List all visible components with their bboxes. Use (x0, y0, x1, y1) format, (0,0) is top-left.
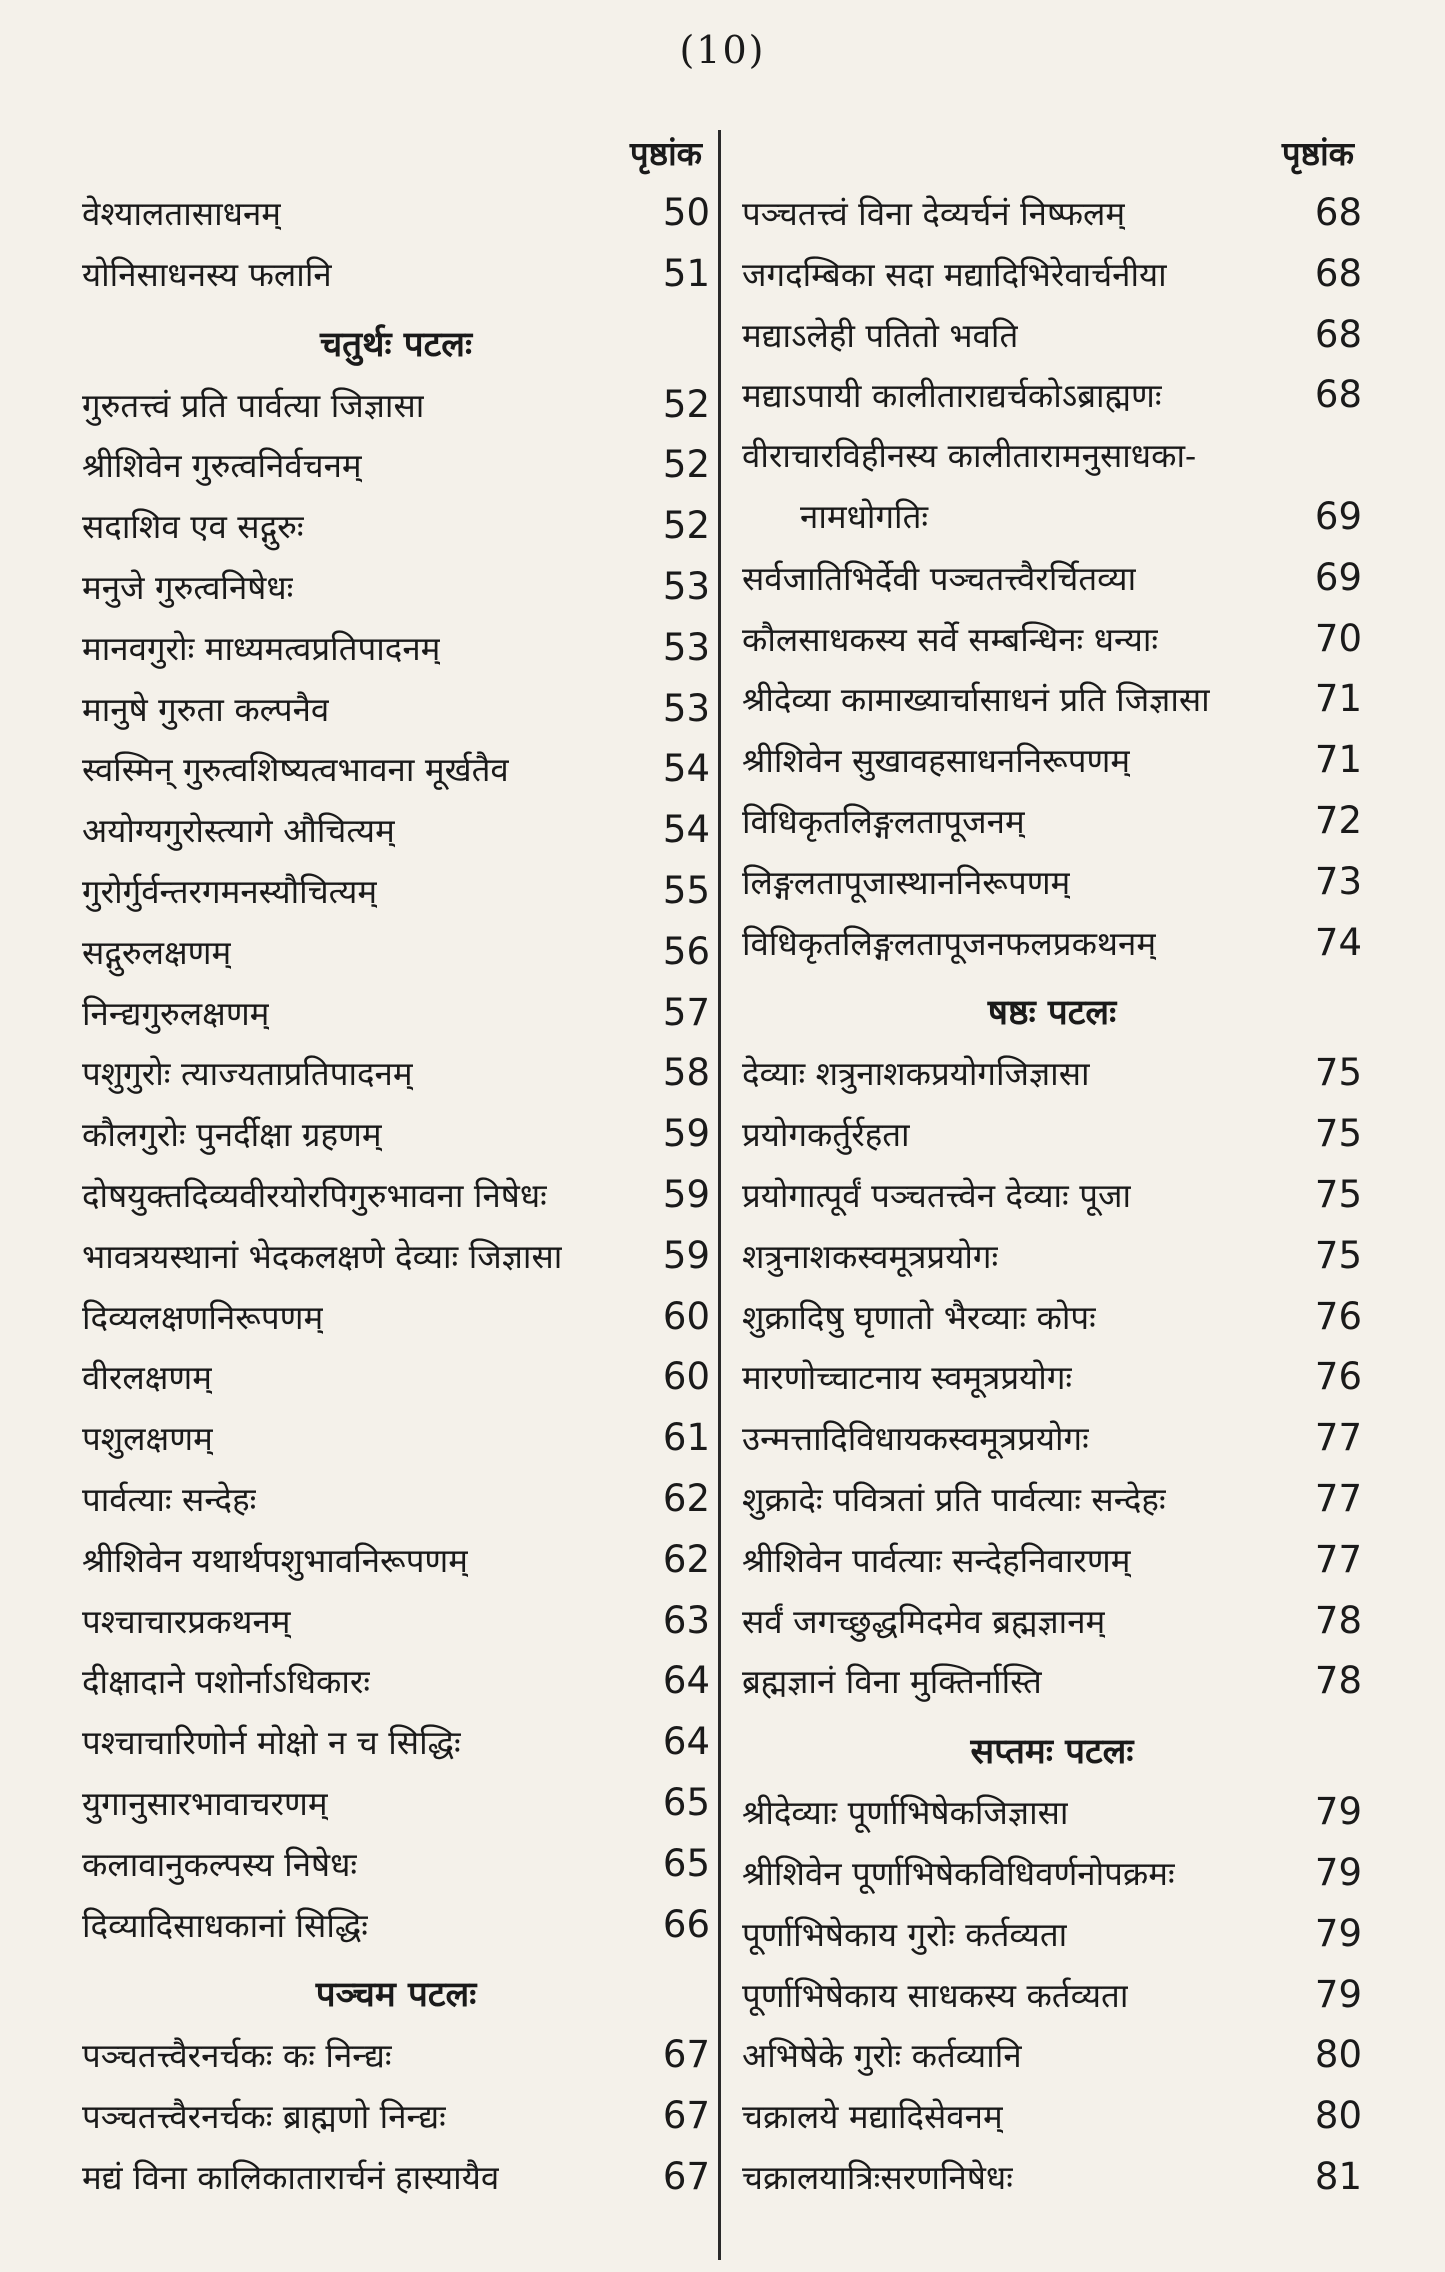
toc-entry (82, 1226, 710, 1287)
toc-entry-title (742, 426, 1196, 548)
toc-entry (742, 1287, 1362, 1348)
toc-entry (742, 1469, 1362, 1530)
toc-entry-page: 60 (662, 1355, 710, 1399)
toc-entry-title: स्वस्मिन् गुरुत्वशिष्यत्वभावना मूर्खतैव (82, 750, 509, 790)
toc-entry (82, 1773, 710, 1834)
toc-right-column (742, 125, 1362, 2208)
toc-entry-title: देव्याः शत्रुनाशकप्रयोगजिज्ञासा (742, 1054, 1090, 1094)
toc-entry-page: 58 (662, 1051, 710, 1095)
column-divider (718, 130, 721, 2260)
toc-entry-page: 67 (662, 2094, 710, 2138)
toc-entry (82, 1834, 710, 1895)
toc-entry (82, 1895, 710, 1956)
toc-entry-title: ब्रह्मज्ञानं विना मुक्तिर्नास्ति (742, 1662, 1042, 1702)
toc-entry-page: 62 (662, 1537, 710, 1581)
toc-entry-title: सदाशिव एव सद्गुरुः (82, 507, 304, 547)
toc-entry-title: मानुषे गुरुता कल्पनैव (82, 689, 330, 729)
toc-entry-page: 69 (1314, 555, 1362, 599)
toc-entry-page: 52 (662, 382, 710, 426)
toc-entry-title: मानवगुरोः माध्यमत्वप्रतिपादनम् (82, 628, 441, 668)
toc-entry (742, 1591, 1362, 1652)
toc-entry (742, 791, 1362, 852)
toc-entry-page: 79 (1314, 1790, 1362, 1834)
toc-entry (742, 1843, 1362, 1904)
toc-entry-page: 57 (662, 990, 710, 1034)
toc-entry-title: विधिकृतलिङ्गलतापूजनम् (742, 801, 1025, 841)
toc-entry-title: उन्मत्तादिविधायकस्वमूत्रप्रयोगः (742, 1419, 1089, 1459)
toc-entry-title: शुक्रादिषु घृणातो भैरव्याः कोपः (742, 1297, 1096, 1337)
toc-entry-title: पञ्चतत्त्वैरनर्चकः ब्राह्मणो निन्द्यः (82, 2097, 446, 2137)
toc-entry (82, 1651, 710, 1712)
toc-entry-title: श्रीदेव्याः पूर्णाभिषेकजिज्ञासा (742, 1793, 1069, 1833)
toc-entry-page: 68 (1314, 373, 1362, 417)
toc-entry-page: 69 (1314, 494, 1362, 538)
toc-entry (742, 365, 1362, 426)
toc-entry-title-line1: वीराचारविहीनस्य कालीतारामनुसाधका- (742, 436, 1197, 476)
toc-entry-title-line2: नामधोगतिः (800, 496, 929, 536)
toc-entry (742, 183, 1362, 244)
toc-entry-page: 67 (662, 2033, 710, 2077)
page-column-header: पृष्ठांक (1281, 134, 1354, 173)
toc-entry-title: पार्वत्याः सन्देहः (82, 1479, 257, 1519)
toc-entry (742, 1347, 1362, 1408)
toc-entry-page: 59 (662, 1233, 710, 1277)
page-column-header: पृष्ठांक (629, 134, 702, 173)
toc-entry (742, 305, 1362, 366)
toc-entry-page: 56 (662, 929, 710, 973)
toc-entry (82, 2147, 710, 2208)
toc-entry (82, 1712, 710, 1773)
toc-entry-title: श्रीशिवेन पार्वत्याः सन्देहनिवारणम् (742, 1540, 1131, 1580)
toc-entry-page: 77 (1314, 1416, 1362, 1460)
toc-entry-title: श्रीशिवेन गुरुत्वनिर्वचनम् (82, 446, 362, 486)
toc-entry-page: 63 (662, 1598, 710, 1642)
toc-entry-title: दीक्षादाने पशोर्नाऽधिकारः (82, 1662, 371, 1702)
toc-entry-title: दोषयुक्तदिव्यवीरयोरपिगुरुभावना निषेधः (82, 1175, 547, 1215)
toc-entry (742, 2025, 1362, 2086)
toc-entry-title: कौलगुरोः पुनर्दीक्षा ग्रहणम् (82, 1115, 382, 1155)
toc-entry (82, 1408, 710, 1469)
toc-entry-page: 76 (1314, 1355, 1362, 1399)
toc-entry-page: 68 (1314, 251, 1362, 295)
toc-entry-title: कौलसाधकस्य सर्वे सम्बन्धिनः धन्याः (742, 619, 1159, 659)
toc-entry-page: 64 (662, 1659, 710, 1703)
toc-entry (82, 2086, 710, 2147)
toc-entry (82, 1530, 710, 1591)
toc-entry (742, 1226, 1362, 1287)
toc-entry-page: 53 (662, 686, 710, 730)
toc-entry-page: 65 (662, 1841, 710, 1885)
toc-entry-page: 66 (662, 1902, 710, 1946)
toc-entry-title: दिव्यादिसाधकानां सिद्धिः (82, 1905, 368, 1945)
toc-entry (82, 1469, 710, 1530)
toc-entry-title: प्रयोगकर्तुर्रहता (742, 1115, 910, 1155)
toc-entry-title: पञ्चतत्त्वं विना देव्यर्चनं निष्फलम् (742, 194, 1126, 233)
toc-entry-title: शुक्रादेः पवित्रतां प्रति पार्वत्याः सन्देहः (742, 1479, 1166, 1519)
toc-entry-title: मद्याऽपायी कालीताराद्यर्चकोऽब्राह्मणः (742, 376, 1162, 416)
toc-entry-page: 64 (662, 1720, 710, 1764)
toc-entry-page: 71 (1314, 677, 1362, 721)
toc-entry-title: योनिसाधनस्य फलानि (82, 254, 332, 294)
toc-entry (742, 426, 1362, 548)
toc-entry-page: 54 (662, 747, 710, 791)
toc-entry (82, 861, 710, 922)
toc-entry-title: गुरोर्गुर्वन्तरगमनस्यौचित्यम् (82, 871, 378, 911)
toc-entry (82, 922, 710, 983)
toc-entry-page: 60 (662, 1294, 710, 1338)
toc-entry-page: 71 (1314, 738, 1362, 782)
toc-entry-title: गुरुतत्त्वं प्रति पार्वत्या जिज्ञासा (82, 385, 425, 425)
toc-entry-page: 61 (662, 1416, 710, 1460)
toc-entry (82, 618, 710, 679)
toc-entry-page: 50 (662, 191, 710, 234)
section-heading: पञ्चम पटलः (315, 1974, 477, 2016)
toc-entry (742, 2086, 1362, 2147)
toc-entry (742, 2147, 1362, 2208)
toc-entry-title: अभिषेके गुरोः कर्तव्यानि (742, 2036, 1022, 2076)
section-heading: षष्ठः पटलः (987, 992, 1117, 1034)
section-heading: सप्तमः पटलः (970, 1731, 1134, 1773)
toc-entry-title: सद्गुरुलक्षणम् (82, 932, 232, 972)
toc-entry-page: 55 (662, 868, 710, 912)
toc-entry (742, 913, 1362, 974)
toc-entry-page: 70 (1314, 616, 1362, 660)
toc-entry (82, 800, 710, 861)
toc-entry-title: चक्रालये मद्यादिसेवनम् (742, 2097, 1003, 2137)
toc-entry-title: विधिकृतलिङ्गलतापूजनफलप्रकथनम् (742, 923, 1157, 963)
toc-entry (82, 496, 710, 557)
toc-entry-page: 77 (1314, 1537, 1362, 1581)
toc-entry-title: श्रीशिवेन पूर्णाभिषेकविधिवर्णनोपक्रमः (742, 1853, 1175, 1893)
toc-entry-title: पशुगुरोः त्याज्यताप्रतिपादनम् (82, 1054, 413, 1094)
toc-entry-title: पूर्णाभिषेकाय साधकस्य कर्तव्यता (742, 1975, 1129, 2015)
toc-entry-page: 65 (662, 1780, 710, 1824)
toc-entry (742, 548, 1362, 609)
toc-entry-page: 51 (662, 251, 710, 295)
toc-entry (82, 1591, 710, 1652)
toc-entry-title: भावत्रयस्थानां भेदकलक्षणे देव्याः जिज्ञासा (82, 1236, 563, 1276)
toc-entry-title: पश्चाचारप्रकथनम् (82, 1601, 291, 1641)
toc-entry-page: 52 (662, 443, 710, 487)
section-heading: चतुर्थः पटलः (319, 323, 473, 365)
toc-entry (742, 1782, 1362, 1843)
toc-entry-page: 74 (1314, 920, 1362, 964)
toc-entry-page: 79 (1314, 1850, 1362, 1894)
toc-entry-page: 68 (1314, 312, 1362, 356)
toc-entry (82, 183, 710, 244)
toc-entry-title: मनुजे गुरुत्वनिषेधः (82, 567, 294, 607)
toc-entry-page: 62 (662, 1476, 710, 1520)
toc-entry-page: 53 (662, 564, 710, 608)
toc-entry (742, 1904, 1362, 1965)
toc-entry-title: जगदम्बिका सदा मद्यादिभिरेवार्चनीया (742, 254, 1167, 294)
toc-entry-page: 67 (662, 2154, 710, 2198)
toc-entry (82, 1165, 710, 1226)
toc-entry (742, 730, 1362, 791)
toc-entry (742, 1104, 1362, 1165)
toc-entry-page: 81 (1314, 2154, 1362, 2198)
toc-entry-page: 78 (1314, 1598, 1362, 1642)
toc-entry (742, 1043, 1362, 1104)
toc-left-column (82, 125, 710, 2208)
toc-entry (742, 1408, 1362, 1469)
toc-entry-title: वीरलक्षणम् (82, 1358, 213, 1398)
toc-entry (742, 1651, 1362, 1712)
toc-entry-title: सर्वं जगच्छुद्धमिदमेव ब्रह्मज्ञानम् (742, 1601, 1106, 1641)
toc-entry (742, 852, 1362, 913)
toc-entry-title: लिङ्गलतापूजास्थाननिरूपणम् (742, 862, 1071, 902)
toc-entry (742, 1165, 1362, 1226)
toc-entry-title: अयोग्यगुरोस्त्यागे औचित्यम् (82, 811, 395, 851)
toc-entry (82, 2025, 710, 2086)
toc-entry (742, 669, 1362, 730)
toc-entry-page: 68 (1314, 191, 1362, 234)
toc-entry-title: कलावानुकल्पस्य निषेधः (82, 1844, 358, 1884)
toc-entry (82, 983, 710, 1044)
toc-entry-page: 52 (662, 504, 710, 548)
toc-entry-page: 78 (1314, 1659, 1362, 1703)
toc-entry-page: 53 (662, 625, 710, 669)
toc-entry (82, 244, 710, 305)
page-number: (10) (679, 28, 766, 72)
toc-entry-page: 72 (1314, 798, 1362, 842)
toc-entry-page: 73 (1314, 859, 1362, 903)
toc-entry-page: 77 (1314, 1476, 1362, 1520)
toc-entry-page: 59 (662, 1172, 710, 1216)
toc-entry-title: श्रीदेव्या कामाख्यार्चासाधनं प्रति जिज्ञासा (742, 680, 1210, 720)
toc-entry-title: पूर्णाभिषेकाय गुरोः कर्तव्यता (742, 1914, 1068, 1954)
toc-entry-title: चक्रालयात्रिःसरणनिषेधः (742, 2157, 1013, 2197)
toc-entry (742, 1965, 1362, 2026)
toc-entry (82, 739, 710, 800)
toc-entry-page: 75 (1314, 1172, 1362, 1216)
toc-entry-page: 76 (1314, 1294, 1362, 1338)
toc-entry-title: मद्यं विना कालिकातारार्चनं हास्यायैव (82, 2157, 500, 2197)
toc-entry-title: पश्चाचारिणोर्न मोक्षो न च सिद्धिः (82, 1723, 461, 1763)
toc-entry-page: 80 (1314, 2033, 1362, 2077)
toc-entry (82, 1104, 710, 1165)
toc-entry-page: 75 (1314, 1051, 1362, 1095)
toc-entry-page: 59 (662, 1112, 710, 1156)
toc-entry-title: वेश्यालतासाधनम् (82, 194, 281, 233)
toc-entry-title: श्रीशिवेन सुखावहसाधननिरूपणम् (742, 741, 1131, 781)
toc-entry-page: 80 (1314, 2094, 1362, 2138)
toc-entry-page: 75 (1314, 1112, 1362, 1156)
toc-entry-title: मद्याऽलेही पतितो भवति (742, 315, 1019, 355)
toc-entry (82, 1043, 710, 1104)
toc-entry (82, 679, 710, 740)
toc-entry-page: 79 (1314, 1972, 1362, 2016)
toc-entry-title: युगानुसारभावाचरणम् (82, 1783, 328, 1823)
toc-entry-page: 54 (662, 808, 710, 852)
toc-entry (82, 1287, 710, 1348)
toc-entry-title: पशुलक्षणम् (82, 1419, 213, 1459)
toc-entry (82, 1347, 710, 1408)
toc-entry-page: 75 (1314, 1233, 1362, 1277)
toc-entry-title: दिव्यलक्षणनिरूपणम् (82, 1297, 324, 1337)
toc-entry-title: मारणोच्चाटनाय स्वमूत्रप्रयोगः (742, 1358, 1073, 1398)
toc-entry-page: 79 (1314, 1911, 1362, 1955)
toc-entry-title: श्रीशिवेन यथार्थपशुभावनिरूपणम् (82, 1540, 469, 1580)
toc-entry (82, 435, 710, 496)
toc-entry-title: शत्रुनाशकस्वमूत्रप्रयोगः (742, 1236, 999, 1276)
toc-entry-title: प्रयोगात्पूर्वं पञ्चतत्त्वेन देव्याः पूजा (742, 1175, 1131, 1215)
toc-entry (742, 244, 1362, 305)
toc-entry-title: निन्द्यगुरुलक्षणम् (82, 993, 270, 1033)
toc-entry (82, 375, 710, 436)
toc-entry-title: पञ्चतत्त्वैरनर्चकः कः निन्द्यः (82, 2036, 392, 2076)
toc-entry (742, 1530, 1362, 1591)
toc-entry (742, 609, 1362, 670)
toc-entry (82, 557, 710, 618)
toc-entry-title: सर्वजातिभिर्देवी पञ्चतत्त्वैरर्चितव्या (742, 558, 1137, 598)
